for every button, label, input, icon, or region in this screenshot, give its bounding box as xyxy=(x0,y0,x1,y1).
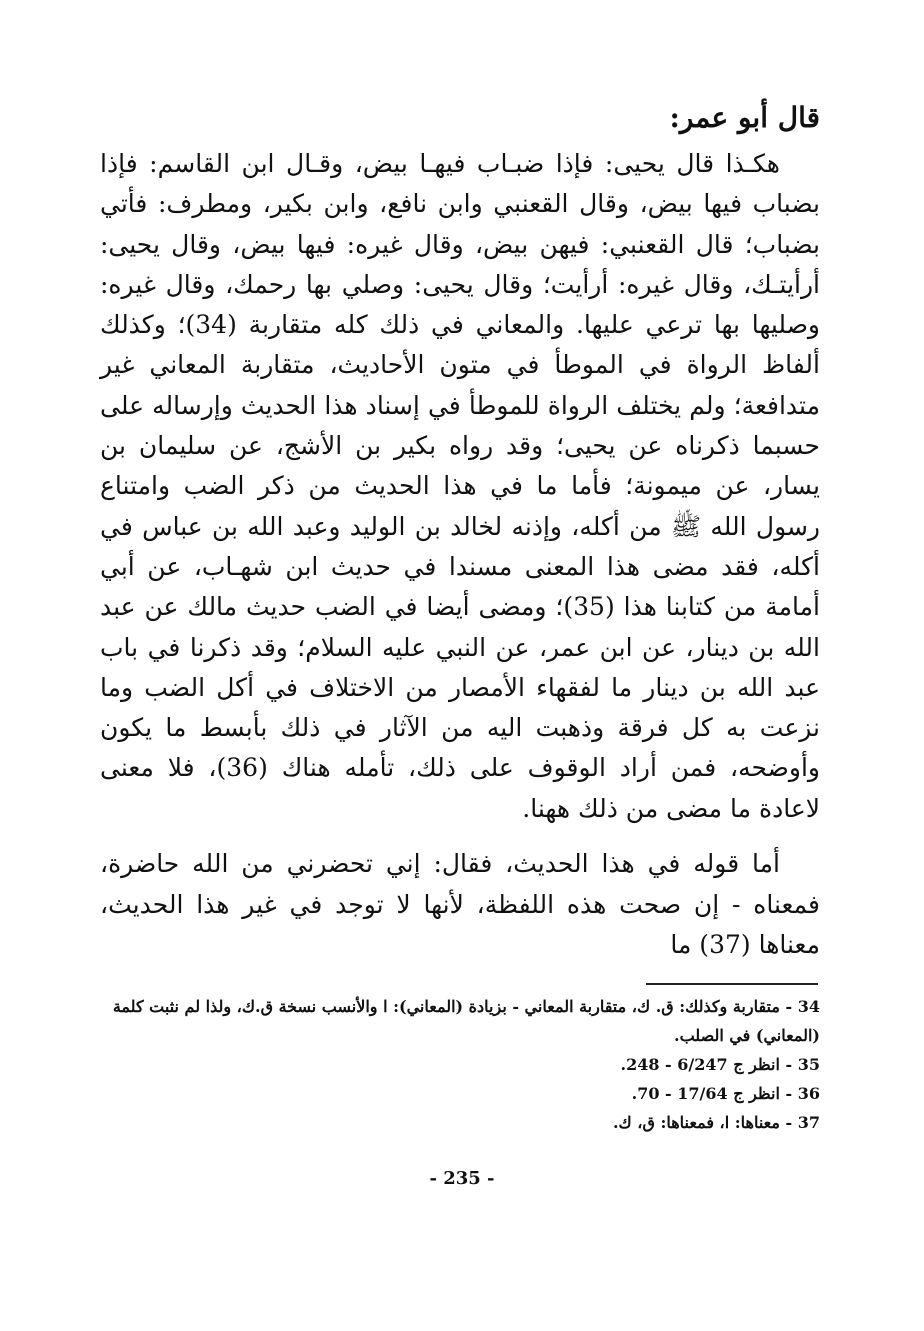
body-paragraph-2 xyxy=(100,844,820,966)
body-paragraph-1 xyxy=(100,144,820,829)
footnote-37: 37 - معناها: ا، فمعناها: ق، ك. xyxy=(612,1113,820,1132)
footnote-34: 34 - متقاربة وكذلك: ق. ك، متقاربة المعاني - بزيادة (المعاني): ا والأنسب نسخة ق.ك، ولذا لم نثبت كلمة (المعاني) في الصلب. xyxy=(112,997,820,1045)
footnote-divider xyxy=(646,983,818,985)
footnotes xyxy=(100,992,820,1137)
paragraph-text: هكـذا قال يحيى: فإذا ضبـاب فيهـا بيض، وقـال ابن القاسم: فإذا بضباب فيها بيض، وقال القعنبي وابن نافع، وابن بكير، ومطرف: فأتي بضباب؛ قال القعنبي: فيهن بيض، وقال غيره: فيها بيض، وقال يحيى: أرأيتـك، وقال غيره: أرأيت؛ وقال يحيى: وصلي بها رحمك، وقال غيره: وصليها بها ترعي عليها. والمعاني في ذلك كله متقاربة (34)؛ وكذلك ألفاظ الرواة في الموطأ في متون الأحاديث، متقاربة المعاني غير متدافعة؛ ولم يختلف الرواة للموطأ في إسناد هذا الحديث وإرساله على حسبما ذكرناه عن يحيى؛ وقد رواه بكير بن الأشج، عن سليمان بن يسار، عن ميمونة؛ فأما ما في هذا الحديث من ذكر الضب وامتناع رسول الله ﷺ من أكله، وإذنه لخالد بن الوليد وعبد الله بن عباس في أكله، فقد مضى هذا المعنى مسندا في حديث ابن شهـاب، عن أبي أمامة من كتابنا هذا (35)؛ ومضى أيضا في الضب حديث مالك عن عبد الله بن دينار، عن ابن عمر، عن النبي عليه السلام؛ وقد ذكرنا في باب عبد الله بن دينار ما لفقهاء الأمصار من الاختلاف في أكل الضب وما نزعت به كل فرقة وذهبت اليه من الآثار في ذلك بأبسط ما يكون وأوضحه، فمن أراد الوقوف على ذلك، تأمله هناك (36)، فلا معنى لاعادة ما مضى من ذلك ههنا. xyxy=(100,149,820,823)
footnote-36: 36 - انظر ج 17/64 - 70. xyxy=(631,1084,820,1103)
paragraph-text: أما قوله في هذا الحديث، فقال: إني تحضرني من الله حاضرة، فمعناه - إن صحت هذه اللفظة، لأنها لا توجد في غير هذا الحديث، معناها (37) ما xyxy=(100,849,820,959)
section-heading: قال أبو عمر: xyxy=(669,101,820,134)
footnote-35: 35 - انظر ج 6/247 - 248. xyxy=(620,1055,820,1074)
page-number: - 235 - xyxy=(429,1168,495,1189)
